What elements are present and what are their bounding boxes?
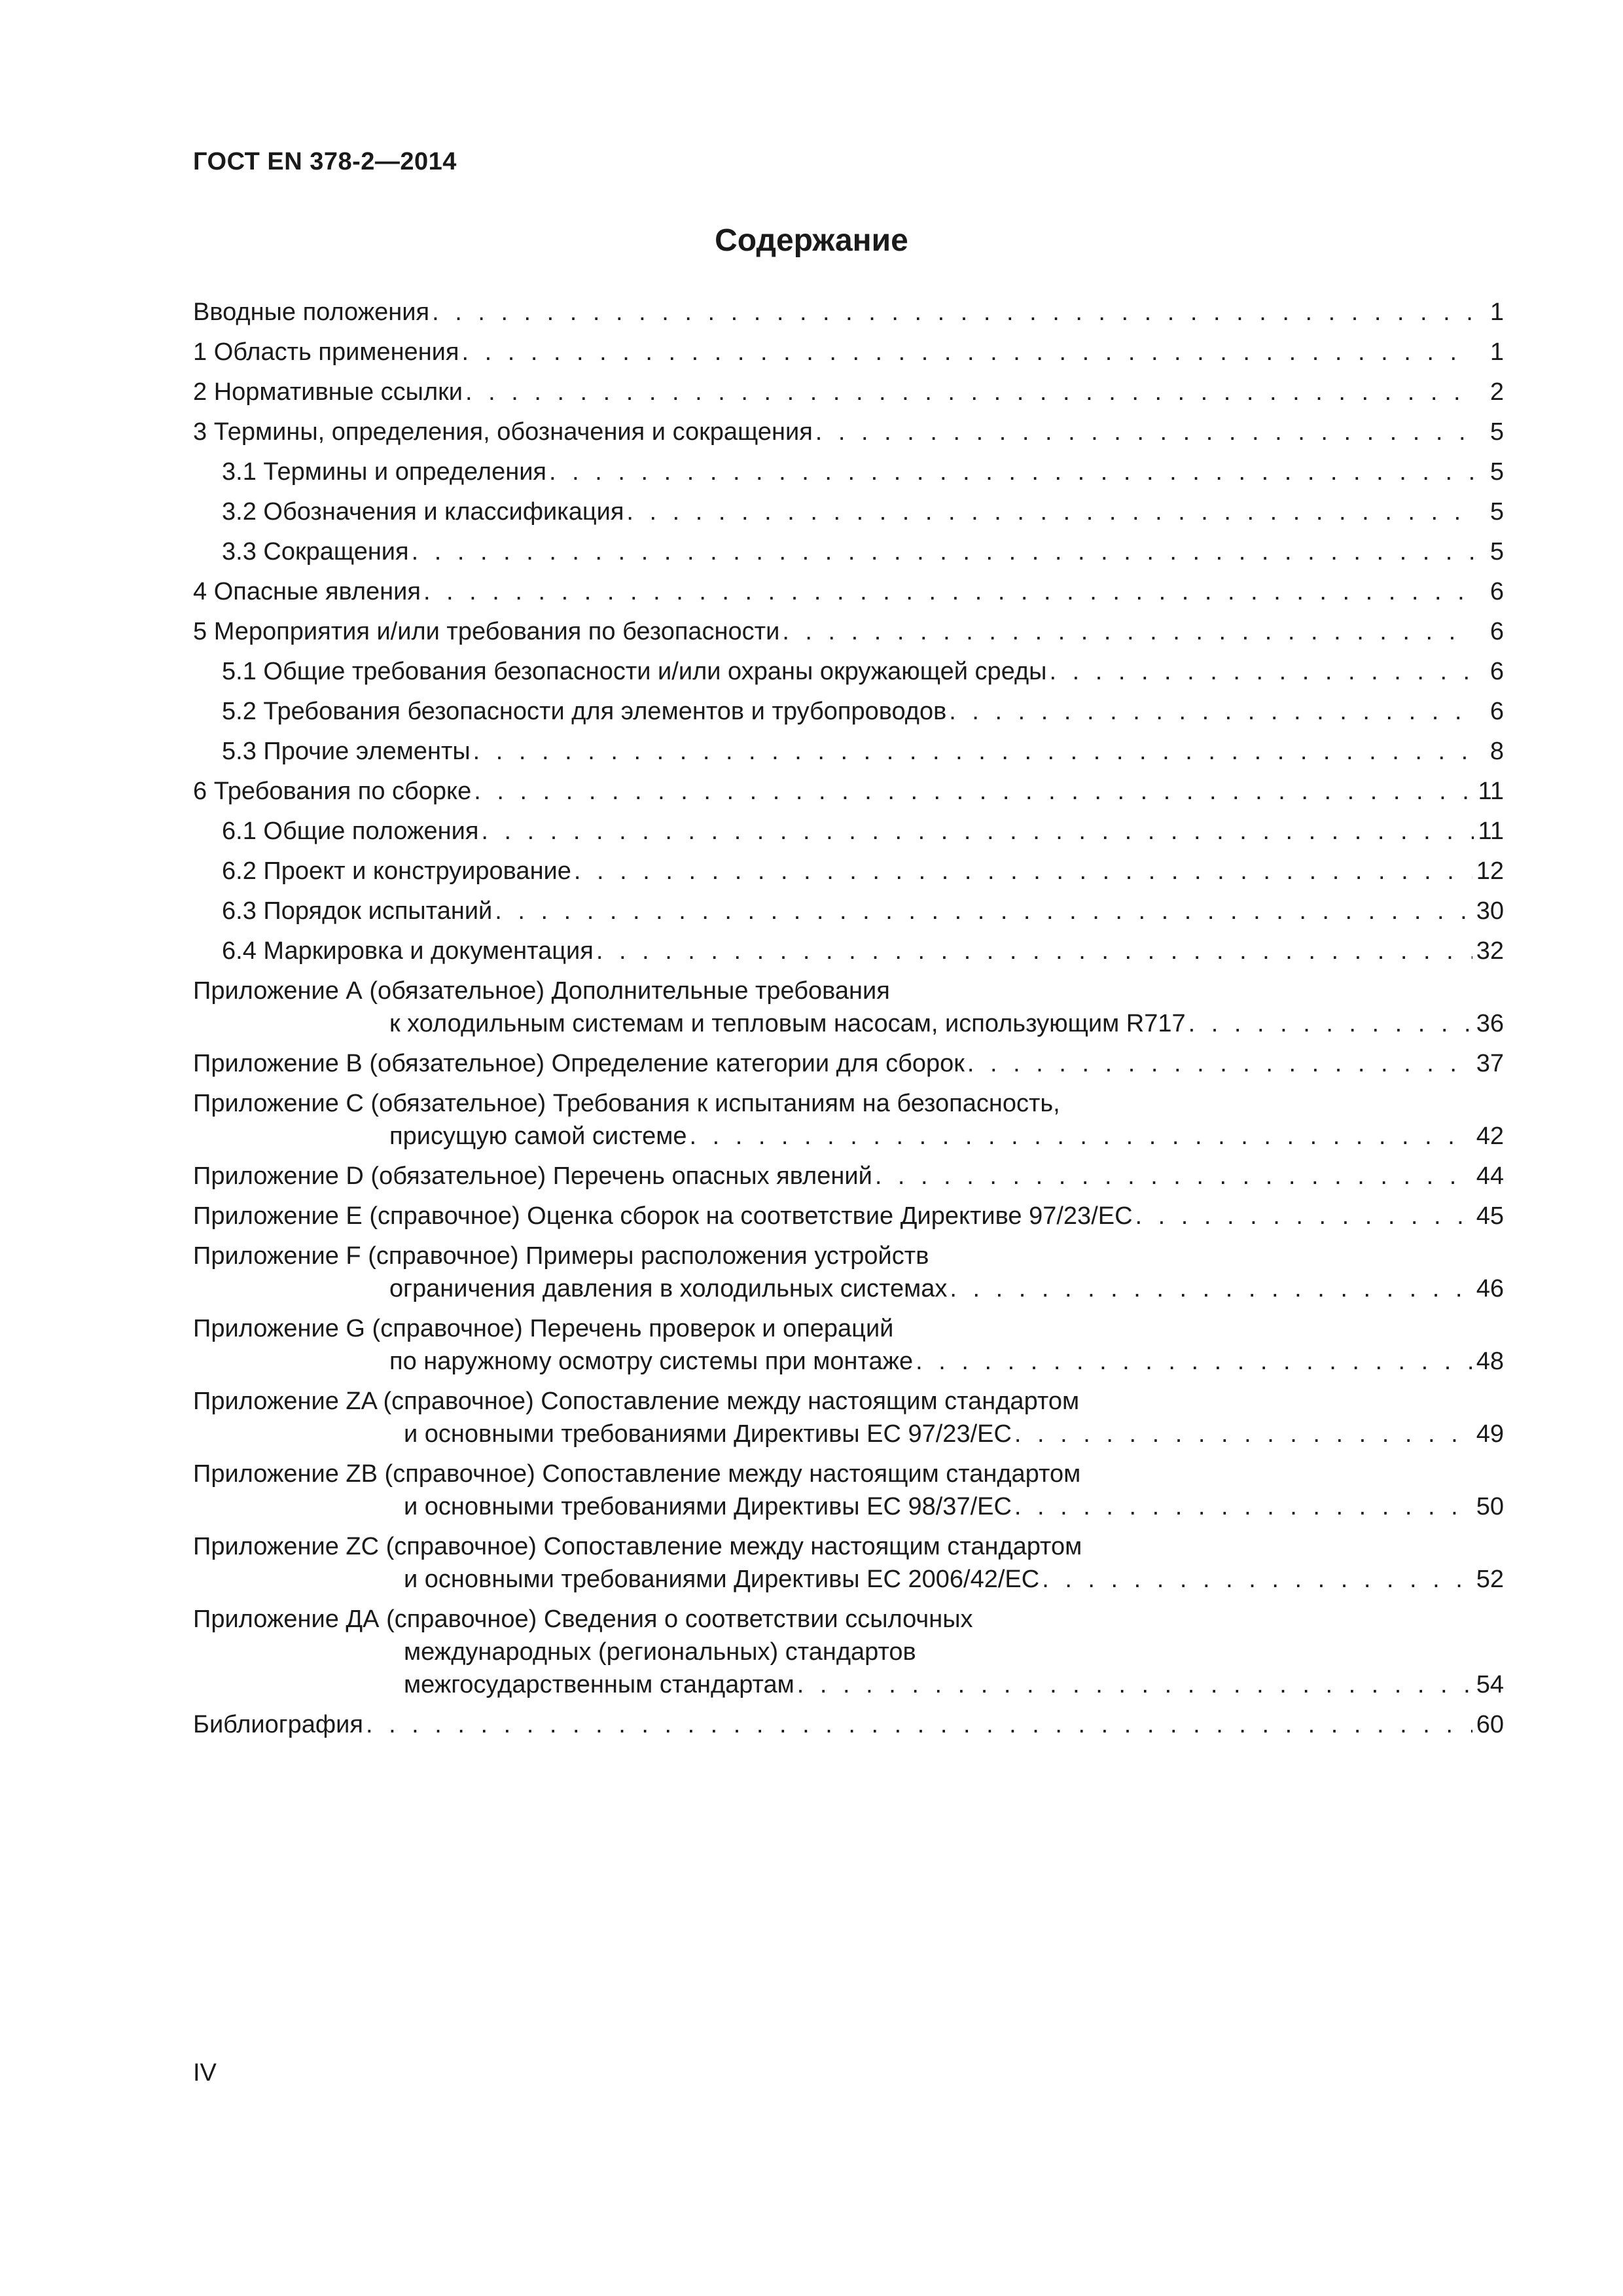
toc-entry-label: 6.1 Общие положения bbox=[222, 817, 479, 845]
toc-entry-page: 54 bbox=[1476, 1671, 1504, 1698]
toc-leader-dots bbox=[949, 695, 1474, 728]
toc-leader-dots bbox=[1188, 1007, 1472, 1040]
toc-subentry[interactable] bbox=[193, 535, 1504, 568]
toc-entry-label-continued: и основными требованиями Директивы ЕС 97/23/ЕС bbox=[404, 1420, 1012, 1448]
toc-subentry[interactable] bbox=[193, 456, 1504, 488]
toc-entry-page: 11 bbox=[1478, 817, 1504, 845]
toc-entry-label: Приложение А (обязательное) Дополнительные требования bbox=[193, 977, 890, 1005]
toc-annex-entry[interactable] bbox=[193, 1312, 1504, 1378]
toc-annex-entry[interactable] bbox=[193, 1087, 1504, 1153]
toc-entry[interactable] bbox=[193, 775, 1504, 808]
toc-annex-entry[interactable] bbox=[193, 975, 1504, 1040]
toc-entry-label: Приложение ZB (справочное) Сопоставление между настоящим стандартом bbox=[193, 1460, 1081, 1488]
toc-annex-entry[interactable] bbox=[193, 1160, 1504, 1193]
toc-leader-dots bbox=[815, 416, 1474, 448]
toc-entry-page: 36 bbox=[1476, 1010, 1504, 1037]
toc-leader-dots bbox=[626, 495, 1474, 528]
toc-entry-page: 5 bbox=[1489, 538, 1504, 565]
toc-entry-page: 12 bbox=[1476, 857, 1504, 885]
toc-annex-entry[interactable] bbox=[193, 1200, 1504, 1232]
toc-subentry[interactable] bbox=[193, 735, 1504, 768]
toc-entry-page: 60 bbox=[1476, 1711, 1504, 1738]
toc-entry-page: 6 bbox=[1489, 658, 1504, 685]
toc-entry-page: 2 bbox=[1489, 378, 1504, 406]
toc-leader-dots bbox=[474, 775, 1474, 808]
toc-entry[interactable] bbox=[193, 376, 1504, 408]
toc-entry-label: 6 Требования по сборке bbox=[193, 778, 472, 805]
toc-entry-label: 5.2 Требования безопасности для элементов и трубопроводов bbox=[222, 698, 947, 725]
toc-entry-page: 5 bbox=[1489, 458, 1504, 486]
toc-leader-dots bbox=[549, 456, 1474, 488]
toc-entry-page: 48 bbox=[1476, 1348, 1504, 1375]
toc-subentry[interactable] bbox=[193, 855, 1504, 888]
toc-entry-label: 6.2 Проект и конструирование bbox=[222, 857, 571, 885]
toc-leader-dots bbox=[689, 1120, 1472, 1153]
toc-entry-label: Вводные положения bbox=[193, 298, 430, 326]
toc-leader-dots bbox=[1049, 655, 1474, 688]
toc-entry-label-continued: по наружному осмотру системы при монтаже bbox=[389, 1348, 914, 1375]
toc-leader-dots bbox=[1014, 1418, 1472, 1450]
toc-leader-dots bbox=[461, 336, 1474, 368]
toc-entry-page: 6 bbox=[1489, 698, 1504, 725]
toc-entry-label-continued: к холодильным системам и тепловым насосам, использующим R717 bbox=[389, 1010, 1186, 1037]
document-code-header: ГОСТ EN 378-2—2014 bbox=[193, 148, 457, 175]
toc-entry[interactable] bbox=[193, 575, 1504, 608]
toc-entry-label: 3.3 Сокращения bbox=[222, 538, 409, 565]
toc-annex-entry[interactable] bbox=[193, 1458, 1504, 1523]
toc-entry-page: 45 bbox=[1476, 1202, 1504, 1230]
toc-annex-entry[interactable] bbox=[193, 1240, 1504, 1305]
toc-entry-label: 3.2 Обозначения и классификация bbox=[222, 498, 624, 526]
toc-leader-dots bbox=[1135, 1200, 1472, 1232]
toc-subentry[interactable] bbox=[193, 695, 1504, 728]
toc-entry-label: 3.1 Термины и определения bbox=[222, 458, 547, 486]
page-number: IV bbox=[193, 2059, 217, 2087]
toc-entry-label: 5.3 Прочие элементы bbox=[222, 738, 471, 765]
toc-entry-label-continued: межгосударственным стандартам bbox=[404, 1671, 794, 1698]
toc-entry-page: 30 bbox=[1476, 897, 1504, 925]
toc-entry-label: Приложение F (справочное) Примеры расположения устройств bbox=[193, 1242, 929, 1270]
toc-entry-label: 6.3 Порядок испытаний bbox=[222, 897, 493, 925]
toc-entry-page: 52 bbox=[1476, 1566, 1504, 1593]
toc-leader-dots bbox=[916, 1345, 1472, 1378]
toc-entry-label: Приложение G (справочное) Перечень проверок и операций bbox=[193, 1315, 894, 1342]
toc-entry-page: 49 bbox=[1476, 1420, 1504, 1448]
toc-leader-dots bbox=[465, 376, 1474, 408]
toc-entry-label: Библиография bbox=[193, 1711, 363, 1738]
toc-leader-dots bbox=[782, 615, 1474, 648]
toc-entry-label: 5 Мероприятия и/или требования по безопасности bbox=[193, 618, 780, 645]
toc-entry-page: 46 bbox=[1476, 1275, 1504, 1302]
toc-leader-dots bbox=[1014, 1490, 1472, 1523]
toc-entry-label-continued: присущую самой системе bbox=[389, 1122, 687, 1150]
toc-entry-label: 3 Термины, определения, обозначения и сокращения bbox=[193, 418, 813, 446]
toc-leader-dots bbox=[412, 535, 1474, 568]
toc-entry[interactable] bbox=[193, 416, 1504, 448]
toc-entry-label: 4 Опасные явления bbox=[193, 578, 421, 605]
toc-entry-label-continued: международных (региональных) стандартов bbox=[404, 1638, 916, 1666]
toc-annex-entry[interactable] bbox=[193, 1530, 1504, 1596]
toc-leader-dots bbox=[495, 895, 1472, 927]
toc-entry-label: Приложение ZC (справочное) Сопоставление между настоящим стандартом bbox=[193, 1533, 1082, 1560]
toc-subentry[interactable] bbox=[193, 935, 1504, 967]
toc-entry-label: Приложение С (обязательное) Требования к испытаниям на безопасность, bbox=[193, 1090, 1060, 1117]
toc-entry-label-continued: и основными требованиями Директивы ЕС 98/37/ЕС bbox=[404, 1493, 1012, 1520]
toc-entry-page: 5 bbox=[1489, 498, 1504, 526]
toc-leader-dots bbox=[473, 735, 1474, 768]
toc-entry[interactable] bbox=[193, 336, 1504, 368]
toc-leader-dots bbox=[950, 1272, 1472, 1305]
toc-leader-dots bbox=[481, 815, 1474, 848]
toc-entry-page: 6 bbox=[1489, 618, 1504, 645]
toc-entry-page: 5 bbox=[1489, 418, 1504, 446]
toc-subentry[interactable] bbox=[193, 655, 1504, 688]
toc-entry-label: Приложение Е (справочное) Оценка сборок на соответствие Директиве 97/23/ЕС bbox=[193, 1202, 1133, 1230]
toc-entry-label: Приложение ДА (справочное) Сведения о соответствии ссылочных bbox=[193, 1605, 973, 1633]
toc-leader-dots bbox=[1042, 1563, 1472, 1596]
toc-entry-label: 1 Область применения bbox=[193, 338, 459, 366]
toc-entry-label: Приложение D (обязательное) Перечень опасных явлений bbox=[193, 1162, 872, 1190]
toc-leader-dots bbox=[366, 1708, 1472, 1741]
toc-entry[interactable] bbox=[193, 615, 1504, 648]
table-of-contents bbox=[193, 296, 1504, 1748]
toc-leader-dots bbox=[432, 296, 1474, 329]
toc-entry-label-continued: ограничения давления в холодильных системах bbox=[389, 1275, 948, 1302]
toc-annex-entry[interactable] bbox=[193, 1047, 1504, 1080]
toc-entry-page: 44 bbox=[1476, 1162, 1504, 1190]
toc-leader-dots bbox=[967, 1047, 1472, 1080]
toc-subentry[interactable] bbox=[193, 815, 1504, 848]
toc-entry-page: 8 bbox=[1489, 738, 1504, 765]
toc-leader-dots bbox=[875, 1160, 1472, 1193]
toc-annex-entry[interactable] bbox=[193, 1603, 1504, 1701]
toc-entry-page: 42 bbox=[1476, 1122, 1504, 1150]
toc-leader-dots bbox=[797, 1668, 1472, 1701]
toc-entry-label: Приложение В (обязательное) Определение категории для сборок bbox=[193, 1050, 965, 1077]
toc-entry[interactable] bbox=[193, 1708, 1504, 1741]
toc-entry-label-continued: и основными требованиями Директивы ЕС 2006/42/ЕС bbox=[404, 1566, 1040, 1593]
toc-entry-label: 5.1 Общие требования безопасности и/или охраны окружающей среды bbox=[222, 658, 1047, 685]
toc-entry-page: 1 bbox=[1489, 298, 1504, 326]
toc-entry-label: 2 Нормативные ссылки bbox=[193, 378, 463, 406]
toc-leader-dots bbox=[574, 855, 1472, 888]
toc-entry-page: 50 bbox=[1476, 1493, 1504, 1520]
toc-entry-page: 6 bbox=[1489, 578, 1504, 605]
toc-subentry[interactable] bbox=[193, 895, 1504, 927]
toc-entry-label: 6.4 Маркировка и документация bbox=[222, 937, 594, 965]
toc-entry-label: Приложение ZA (справочное) Сопоставление между настоящим стандартом bbox=[193, 1388, 1080, 1415]
toc-subentry[interactable] bbox=[193, 495, 1504, 528]
toc-leader-dots bbox=[596, 935, 1472, 967]
toc-entry-page: 11 bbox=[1478, 778, 1504, 805]
toc-leader-dots bbox=[423, 575, 1474, 608]
toc-entry[interactable] bbox=[193, 296, 1504, 329]
toc-title: Содержание bbox=[715, 223, 908, 258]
toc-entry-page: 1 bbox=[1489, 338, 1504, 366]
toc-entry-page: 37 bbox=[1476, 1050, 1504, 1077]
toc-entry-page: 32 bbox=[1476, 937, 1504, 965]
toc-annex-entry[interactable] bbox=[193, 1385, 1504, 1450]
